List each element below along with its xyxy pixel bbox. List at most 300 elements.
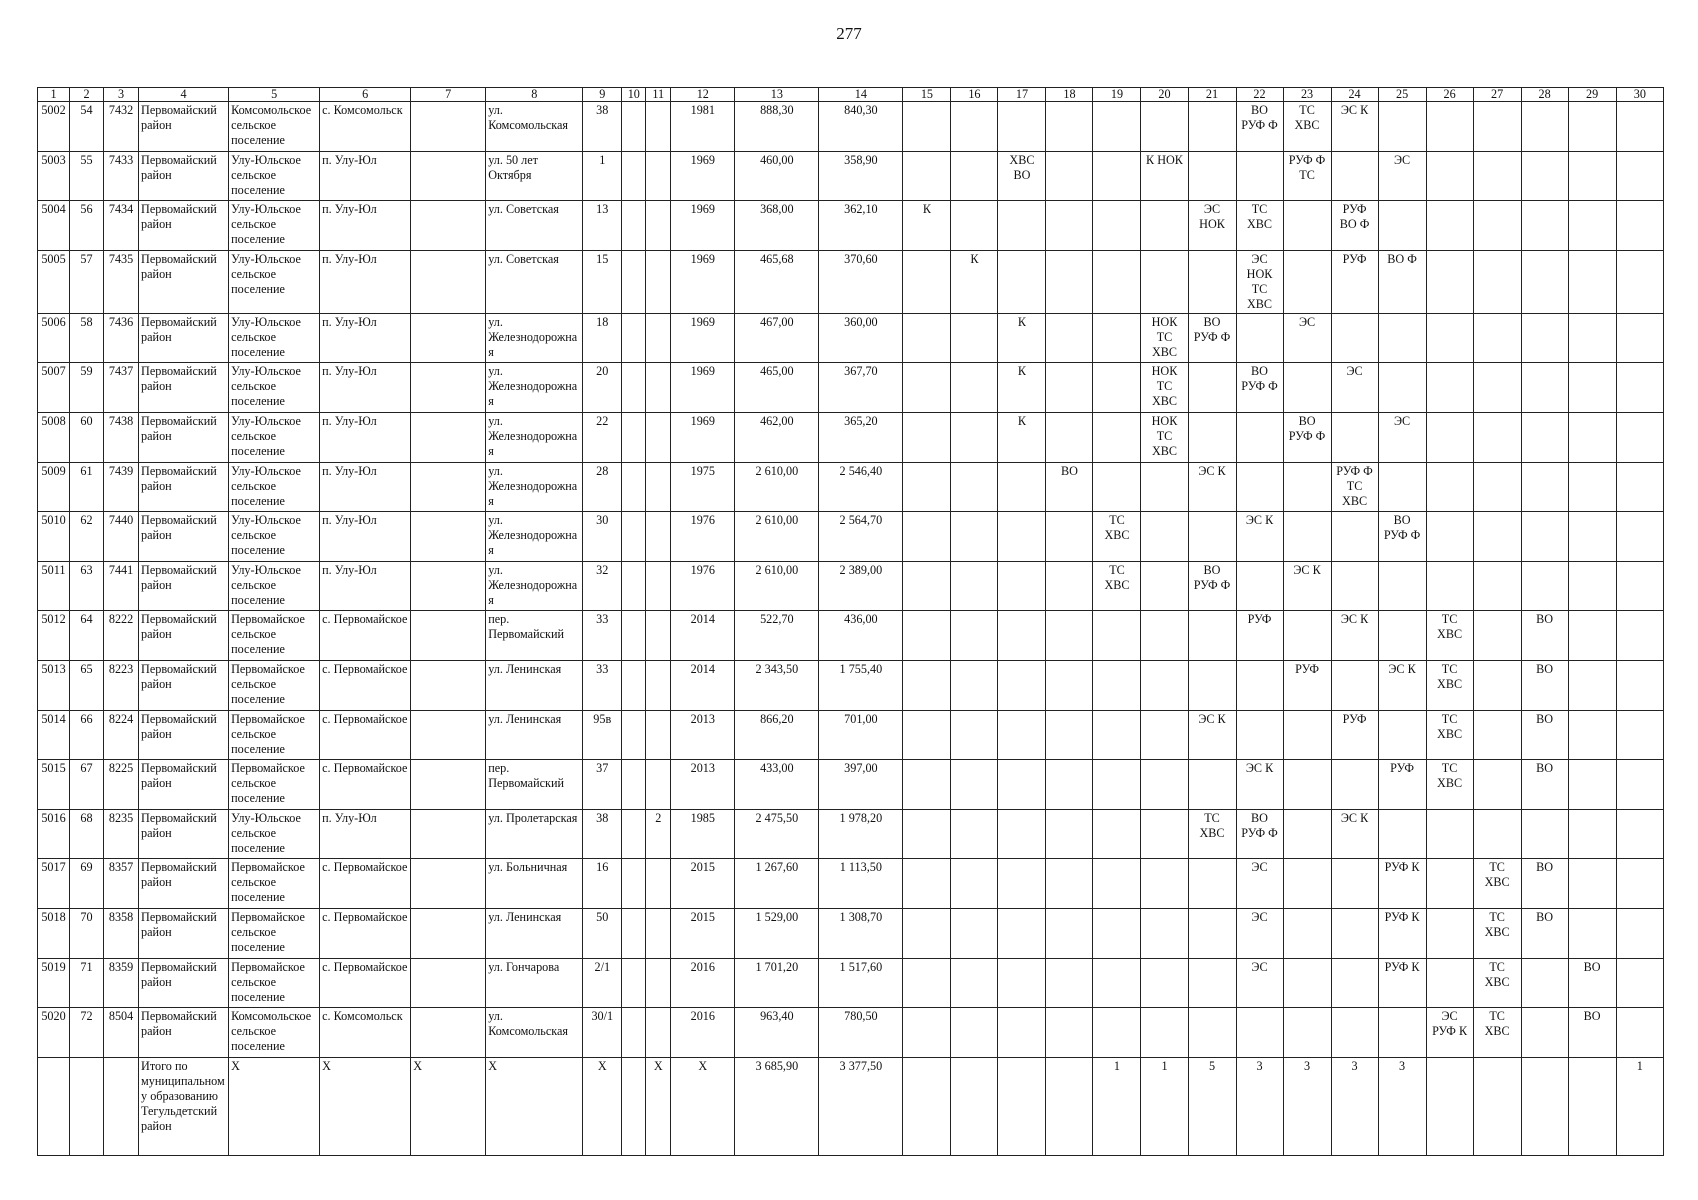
- cell-col-10: [622, 102, 646, 152]
- cell-col-26: [1426, 313, 1473, 363]
- cell-col-3: 7432: [104, 102, 139, 152]
- cell-col-24: [1331, 1008, 1378, 1058]
- cell-col-20: [1141, 201, 1188, 251]
- cell-col-16: [951, 660, 998, 710]
- cell-col-13: 2 475,50: [735, 809, 819, 859]
- column-header-4: 4: [139, 88, 229, 102]
- cell-col-14: 1 517,60: [819, 958, 903, 1008]
- cell-col-18: [1046, 958, 1093, 1008]
- cell-col-5: Первомайское сельское поселение: [229, 611, 320, 661]
- cell-col-30: 1: [1616, 1057, 1663, 1155]
- cell-col-22: [1236, 412, 1283, 462]
- cell-col-18: [1046, 760, 1093, 810]
- cell-col-22: РУФ: [1236, 611, 1283, 661]
- cell-col-26: [1426, 561, 1473, 611]
- cell-col-8: ул. Комсомольская: [486, 102, 583, 152]
- cell-col-25: [1378, 102, 1426, 152]
- cell-col-25: РУФ: [1378, 760, 1426, 810]
- cell-col-18: [1046, 611, 1093, 661]
- cell-col-2: 62: [70, 512, 104, 562]
- cell-col-7: [411, 809, 486, 859]
- column-header-7: 7: [411, 88, 486, 102]
- cell-col-16: [951, 201, 998, 251]
- cell-col-3: 7441: [104, 561, 139, 611]
- cell-col-13: 1 701,20: [735, 958, 819, 1008]
- cell-col-26: [1426, 809, 1473, 859]
- cell-col-14: 397,00: [819, 760, 903, 810]
- cell-col-14: 370,60: [819, 250, 903, 313]
- cell-col-26: [1426, 151, 1473, 201]
- column-header-19: 19: [1093, 88, 1141, 102]
- cell-col-10: [622, 710, 646, 760]
- cell-col-24: РУФ: [1331, 250, 1378, 313]
- cell-col-4: Первомайский район: [139, 313, 229, 363]
- cell-col-18: [1046, 809, 1093, 859]
- cell-col-21: ВО РУФ Ф: [1188, 313, 1236, 363]
- cell-col-23: ВО РУФ Ф: [1283, 412, 1331, 462]
- cell-col-8: ул. Железнодорожная: [486, 462, 583, 512]
- cell-col-6: п. Улу-Юл: [320, 313, 411, 363]
- cell-col-12: 2014: [671, 660, 735, 710]
- cell-col-25: [1378, 1008, 1426, 1058]
- cell-col-19: [1093, 660, 1141, 710]
- cell-col-12: 1976: [671, 561, 735, 611]
- table-row: [38, 313, 1664, 363]
- cell-col-8: ул. Советская: [486, 201, 583, 251]
- column-header-14: 14: [819, 88, 903, 102]
- cell-col-24: [1331, 908, 1378, 958]
- cell-col-26: [1426, 908, 1473, 958]
- cell-col-10: [622, 660, 646, 710]
- cell-col-14: 367,70: [819, 363, 903, 413]
- column-header-27: 27: [1473, 88, 1521, 102]
- cell-col-30: [1616, 412, 1663, 462]
- cell-col-22: ЭС К: [1236, 512, 1283, 562]
- cell-col-1: 5013: [38, 660, 70, 710]
- cell-col-9: 38: [583, 809, 622, 859]
- cell-col-4: Первомайский район: [139, 760, 229, 810]
- cell-col-17: [998, 561, 1046, 611]
- cell-col-1: 5011: [38, 561, 70, 611]
- cell-col-18: [1046, 561, 1093, 611]
- cell-col-26: ТС ХВС: [1426, 660, 1473, 710]
- cell-col-23: РУФ Ф ТС: [1283, 151, 1331, 201]
- cell-col-11: [646, 412, 671, 462]
- cell-col-25: [1378, 561, 1426, 611]
- cell-col-22: ЭС: [1236, 958, 1283, 1008]
- cell-col-12: 2014: [671, 611, 735, 661]
- column-header-9: 9: [583, 88, 622, 102]
- cell-col-6: п. Улу-Юл: [320, 151, 411, 201]
- cell-col-22: [1236, 710, 1283, 760]
- cell-col-15: [903, 908, 951, 958]
- cell-col-14: 1 308,70: [819, 908, 903, 958]
- cell-col-2: 64: [70, 611, 104, 661]
- cell-col-16: [951, 859, 998, 909]
- column-header-29: 29: [1568, 88, 1616, 102]
- cell-col-7: Х: [411, 1057, 486, 1155]
- cell-col-19: [1093, 250, 1141, 313]
- cell-col-28: [1521, 201, 1568, 251]
- cell-col-25: РУФ К: [1378, 958, 1426, 1008]
- cell-col-14: 365,20: [819, 412, 903, 462]
- cell-col-5: Комсомольское сельское поселение: [229, 102, 320, 152]
- cell-col-16: [951, 151, 998, 201]
- cell-col-29: [1568, 412, 1616, 462]
- cell-col-8: ул. Железнодорожная: [486, 313, 583, 363]
- cell-col-13: 2 610,00: [735, 462, 819, 512]
- cell-col-5: Улу-Юльское сельское поселение: [229, 151, 320, 201]
- cell-col-25: [1378, 313, 1426, 363]
- cell-col-24: РУФ: [1331, 710, 1378, 760]
- cell-col-9: 50: [583, 908, 622, 958]
- cell-col-29: [1568, 512, 1616, 562]
- cell-col-30: [1616, 462, 1663, 512]
- cell-col-23: [1283, 1008, 1331, 1058]
- cell-col-10: [622, 151, 646, 201]
- cell-col-25: РУФ К: [1378, 908, 1426, 958]
- cell-col-24: [1331, 412, 1378, 462]
- cell-col-30: [1616, 1008, 1663, 1058]
- cell-col-30: [1616, 908, 1663, 958]
- cell-col-17: [998, 611, 1046, 661]
- cell-col-12: Х: [671, 1057, 735, 1155]
- cell-col-20: 1: [1141, 1057, 1188, 1155]
- table-row: [38, 660, 1664, 710]
- cell-col-1: 5017: [38, 859, 70, 909]
- cell-col-14: 2 564,70: [819, 512, 903, 562]
- cell-col-28: ВО: [1521, 908, 1568, 958]
- cell-col-2: 58: [70, 313, 104, 363]
- cell-col-4: Первомайский район: [139, 102, 229, 152]
- cell-col-22: ВО РУФ Ф: [1236, 809, 1283, 859]
- cell-col-23: ТС ХВС: [1283, 102, 1331, 152]
- column-header-13: 13: [735, 88, 819, 102]
- cell-col-29: [1568, 611, 1616, 661]
- cell-col-30: [1616, 250, 1663, 313]
- cell-col-10: [622, 363, 646, 413]
- cell-col-16: [951, 611, 998, 661]
- column-header-25: 25: [1378, 88, 1426, 102]
- cell-col-18: [1046, 313, 1093, 363]
- cell-col-28: [1521, 809, 1568, 859]
- cell-col-12: 2013: [671, 760, 735, 810]
- cell-col-29: [1568, 313, 1616, 363]
- cell-col-2: 63: [70, 561, 104, 611]
- cell-col-1: 5020: [38, 1008, 70, 1058]
- cell-col-25: 3: [1378, 1057, 1426, 1155]
- cell-col-16: [951, 958, 998, 1008]
- cell-col-6: с. Первомайское: [320, 859, 411, 909]
- cell-col-8: ул. Ленинская: [486, 660, 583, 710]
- cell-col-10: [622, 908, 646, 958]
- cell-col-1: 5007: [38, 363, 70, 413]
- column-header-20: 20: [1141, 88, 1188, 102]
- cell-col-9: 22: [583, 412, 622, 462]
- cell-col-1: 5002: [38, 102, 70, 152]
- table-row: [38, 809, 1664, 859]
- cell-col-8: ул. Больничная: [486, 859, 583, 909]
- cell-col-9: 2/1: [583, 958, 622, 1008]
- cell-col-27: [1473, 809, 1521, 859]
- cell-col-5: Улу-Юльское сельское поселение: [229, 363, 320, 413]
- cell-col-6: п. Улу-Юл: [320, 412, 411, 462]
- cell-col-27: [1473, 250, 1521, 313]
- cell-col-1: 5004: [38, 201, 70, 251]
- cell-col-1: 5018: [38, 908, 70, 958]
- cell-col-15: [903, 363, 951, 413]
- column-header-26: 26: [1426, 88, 1473, 102]
- cell-col-17: [998, 462, 1046, 512]
- cell-col-27: [1473, 151, 1521, 201]
- cell-col-30: [1616, 611, 1663, 661]
- cell-col-3: 7437: [104, 363, 139, 413]
- cell-col-30: [1616, 859, 1663, 909]
- cell-col-5: Первомайское сельское поселение: [229, 958, 320, 1008]
- cell-col-22: [1236, 561, 1283, 611]
- cell-col-18: [1046, 1057, 1093, 1155]
- cell-col-5: Улу-Юльское сельское поселение: [229, 462, 320, 512]
- cell-col-29: [1568, 250, 1616, 313]
- cell-col-1: 5008: [38, 412, 70, 462]
- cell-col-20: [1141, 859, 1188, 909]
- cell-col-23: [1283, 859, 1331, 909]
- cell-col-30: [1616, 809, 1663, 859]
- cell-col-11: [646, 250, 671, 313]
- cell-col-19: [1093, 1008, 1141, 1058]
- column-header-23: 23: [1283, 88, 1331, 102]
- cell-col-28: [1521, 1008, 1568, 1058]
- cell-col-3: 8357: [104, 859, 139, 909]
- column-header-16: 16: [951, 88, 998, 102]
- cell-col-21: 5: [1188, 1057, 1236, 1155]
- cell-col-8: ул. Гончарова: [486, 958, 583, 1008]
- cell-col-2: 54: [70, 102, 104, 152]
- cell-col-24: [1331, 760, 1378, 810]
- cell-col-29: [1568, 1057, 1616, 1155]
- table-row: [38, 102, 1664, 152]
- cell-col-14: 362,10: [819, 201, 903, 251]
- cell-col-3: 8504: [104, 1008, 139, 1058]
- cell-col-25: ВО Ф: [1378, 250, 1426, 313]
- cell-col-7: [411, 660, 486, 710]
- cell-col-11: [646, 958, 671, 1008]
- cell-col-24: [1331, 958, 1378, 1008]
- cell-col-26: [1426, 250, 1473, 313]
- cell-col-1: 5005: [38, 250, 70, 313]
- column-header-12: 12: [671, 88, 735, 102]
- column-header-10: 10: [622, 88, 646, 102]
- cell-col-22: [1236, 151, 1283, 201]
- cell-col-9: 32: [583, 561, 622, 611]
- cell-col-15: [903, 760, 951, 810]
- cell-col-23: [1283, 958, 1331, 1008]
- cell-col-21: [1188, 958, 1236, 1008]
- table-row: [38, 250, 1664, 313]
- cell-col-4: Первомайский район: [139, 710, 229, 760]
- column-header-15: 15: [903, 88, 951, 102]
- cell-col-11: [646, 908, 671, 958]
- cell-col-15: [903, 611, 951, 661]
- cell-col-22: [1236, 313, 1283, 363]
- cell-col-23: [1283, 611, 1331, 661]
- cell-col-17: [998, 809, 1046, 859]
- cell-col-23: 3: [1283, 1057, 1331, 1155]
- cell-col-2: 72: [70, 1008, 104, 1058]
- table-row: [38, 462, 1664, 512]
- cell-col-3: 7439: [104, 462, 139, 512]
- cell-col-8: Х: [486, 1057, 583, 1155]
- cell-col-20: [1141, 908, 1188, 958]
- cell-col-6: п. Улу-Юл: [320, 512, 411, 562]
- table-row: [38, 760, 1664, 810]
- cell-col-14: 780,50: [819, 1008, 903, 1058]
- cell-col-10: [622, 462, 646, 512]
- cell-col-9: 33: [583, 611, 622, 661]
- cell-col-24: РУФ ВО Ф: [1331, 201, 1378, 251]
- cell-col-26: ТС ХВС: [1426, 710, 1473, 760]
- cell-col-12: 1985: [671, 809, 735, 859]
- cell-col-3: 8222: [104, 611, 139, 661]
- cell-col-5: Улу-Юльское сельское поселение: [229, 201, 320, 251]
- cell-col-16: [951, 1057, 998, 1155]
- cell-col-2: 70: [70, 908, 104, 958]
- cell-col-18: [1046, 1008, 1093, 1058]
- cell-col-13: 3 685,90: [735, 1057, 819, 1155]
- cell-col-3: 8235: [104, 809, 139, 859]
- cell-col-17: К: [998, 313, 1046, 363]
- cell-col-3: 7438: [104, 412, 139, 462]
- cell-col-27: [1473, 660, 1521, 710]
- cell-col-23: [1283, 710, 1331, 760]
- cell-col-3: 8359: [104, 958, 139, 1008]
- cell-col-20: [1141, 710, 1188, 760]
- cell-col-3: 8358: [104, 908, 139, 958]
- cell-col-28: ВО: [1521, 710, 1568, 760]
- cell-col-9: 15: [583, 250, 622, 313]
- column-header-11: 11: [646, 88, 671, 102]
- cell-col-18: [1046, 512, 1093, 562]
- cell-col-2: [70, 1057, 104, 1155]
- cell-col-26: [1426, 462, 1473, 512]
- cell-col-23: РУФ: [1283, 660, 1331, 710]
- cell-col-11: [646, 313, 671, 363]
- cell-col-15: [903, 660, 951, 710]
- cell-col-29: ВО: [1568, 1008, 1616, 1058]
- cell-col-13: 2 610,00: [735, 512, 819, 562]
- cell-col-28: [1521, 958, 1568, 1008]
- cell-col-28: [1521, 462, 1568, 512]
- cell-col-4: Первомайский район: [139, 363, 229, 413]
- cell-col-7: [411, 363, 486, 413]
- cell-col-12: 1969: [671, 151, 735, 201]
- cell-col-12: 1969: [671, 313, 735, 363]
- cell-col-17: ХВС ВО: [998, 151, 1046, 201]
- cell-col-5: Первомайское сельское поселение: [229, 908, 320, 958]
- cell-col-14: 1 978,20: [819, 809, 903, 859]
- cell-col-2: 69: [70, 859, 104, 909]
- table-body: [38, 102, 1664, 1156]
- cell-col-9: 18: [583, 313, 622, 363]
- cell-col-18: [1046, 201, 1093, 251]
- cell-col-27: [1473, 1057, 1521, 1155]
- cell-col-5: Х: [229, 1057, 320, 1155]
- cell-col-15: [903, 102, 951, 152]
- cell-col-7: [411, 250, 486, 313]
- cell-col-11: [646, 201, 671, 251]
- cell-col-6: с. Первомайское: [320, 958, 411, 1008]
- cell-col-29: [1568, 462, 1616, 512]
- cell-col-11: Х: [646, 1057, 671, 1155]
- cell-col-11: [646, 1008, 671, 1058]
- cell-col-11: 2: [646, 809, 671, 859]
- cell-col-22: ВО РУФ Ф: [1236, 363, 1283, 413]
- cell-col-21: ТС ХВС: [1188, 809, 1236, 859]
- cell-col-6: с. Комсомольск: [320, 1008, 411, 1058]
- cell-col-5: Улу-Юльское сельское поселение: [229, 250, 320, 313]
- cell-col-13: 2 343,50: [735, 660, 819, 710]
- cell-col-22: [1236, 1008, 1283, 1058]
- cell-col-7: [411, 958, 486, 1008]
- cell-col-24: РУФ Ф ТС ХВС: [1331, 462, 1378, 512]
- column-header-6: 6: [320, 88, 411, 102]
- cell-col-12: 1975: [671, 462, 735, 512]
- cell-col-6: с. Первомайское: [320, 908, 411, 958]
- cell-col-17: [998, 250, 1046, 313]
- cell-col-5: Первомайское сельское поселение: [229, 660, 320, 710]
- cell-col-25: [1378, 710, 1426, 760]
- cell-col-4: Первомайский район: [139, 462, 229, 512]
- cell-col-21: [1188, 102, 1236, 152]
- column-header-28: 28: [1521, 88, 1568, 102]
- cell-col-1: 5016: [38, 809, 70, 859]
- cell-col-19: [1093, 611, 1141, 661]
- cell-col-18: ВО: [1046, 462, 1093, 512]
- cell-col-17: К: [998, 363, 1046, 413]
- cell-col-19: [1093, 313, 1141, 363]
- cell-col-29: [1568, 363, 1616, 413]
- cell-col-13: 2 610,00: [735, 561, 819, 611]
- cell-col-23: ЭС: [1283, 313, 1331, 363]
- cell-col-20: [1141, 102, 1188, 152]
- cell-col-13: 522,70: [735, 611, 819, 661]
- cell-col-2: 60: [70, 412, 104, 462]
- cell-col-17: [998, 908, 1046, 958]
- cell-col-28: ВО: [1521, 611, 1568, 661]
- cell-col-11: [646, 512, 671, 562]
- cell-col-24: ЭС К: [1331, 611, 1378, 661]
- cell-col-12: 2016: [671, 1008, 735, 1058]
- cell-col-18: [1046, 710, 1093, 760]
- cell-col-7: [411, 313, 486, 363]
- cell-col-19: [1093, 760, 1141, 810]
- cell-col-4: Первомайский район: [139, 908, 229, 958]
- cell-col-9: Х: [583, 1057, 622, 1155]
- housing-register-table: [37, 87, 1664, 1156]
- cell-col-25: РУФ К: [1378, 859, 1426, 909]
- cell-col-16: [951, 561, 998, 611]
- cell-col-30: [1616, 151, 1663, 201]
- cell-col-23: [1283, 250, 1331, 313]
- cell-col-21: ЭС К: [1188, 462, 1236, 512]
- cell-col-18: [1046, 363, 1093, 413]
- cell-col-19: [1093, 412, 1141, 462]
- cell-col-18: [1046, 102, 1093, 152]
- cell-col-12: 2015: [671, 908, 735, 958]
- cell-col-6: п. Улу-Юл: [320, 462, 411, 512]
- cell-col-19: 1: [1093, 1057, 1141, 1155]
- cell-col-13: 1 267,60: [735, 859, 819, 909]
